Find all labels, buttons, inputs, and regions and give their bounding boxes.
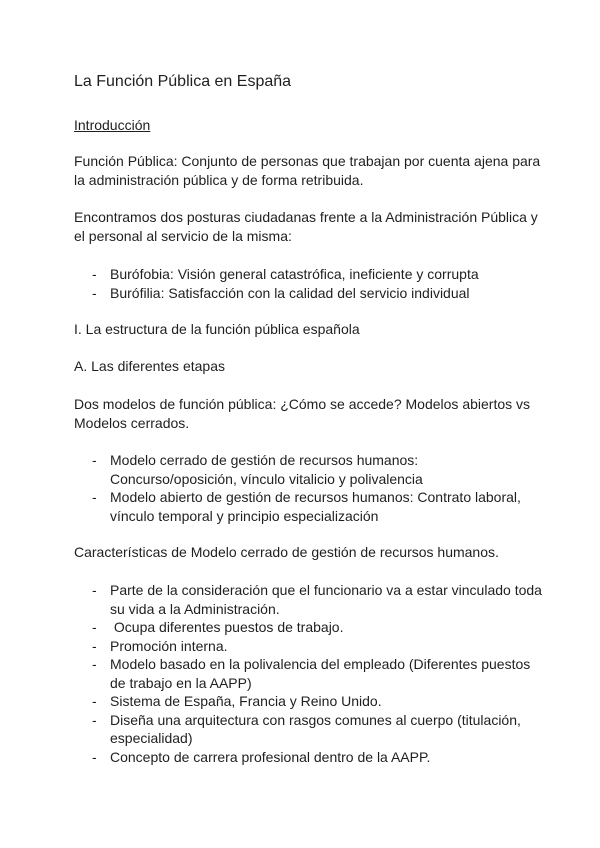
list-item-text: Ocupa diferentes puestos de trabajo. — [110, 619, 344, 635]
list-item-text: Modelo basado en la polivalencia del empleado (Diferentes puestos de trabajo en la AAPP) — [110, 656, 531, 691]
section-a-heading: A. Las diferentes etapas — [74, 358, 225, 374]
list-item — [92, 692, 542, 711]
list-item — [92, 618, 542, 637]
bullet-dash: - — [92, 637, 97, 654]
list-item-text: Burófobia: Visión general catastrófica, ineficiente y corrupta — [110, 266, 479, 282]
bullet-dash: - — [92, 284, 97, 301]
list-item-text: Diseña una arquitectura con rasgos comunes al cuerpo (titulación, especialidad) — [110, 711, 521, 746]
bullet-dash: - — [92, 711, 97, 728]
list-item-text: Modelo abierto de gestión de recursos humanos: Contrato laboral, vínculo temporal y principio especialización — [110, 489, 521, 524]
list-item-text: Parte de la consideración que el funcionario va a estar vinculado toda su vida a la Administración. — [110, 582, 542, 617]
closed-model-heading: Características de Modelo cerrado de gestión de recursos humanos. — [74, 544, 499, 560]
list-item-text: Concepto de carrera profesional dentro de la AAPP. — [110, 748, 431, 765]
list-item-text: Sistema de España, Francia y Reino Unido. — [110, 693, 382, 709]
list-item — [92, 488, 542, 525]
bullet-dash: - — [92, 582, 97, 598]
postures-intro-paragraph: Encontramos dos posturas ciudadanas frente a la Administración Pública y el personal al servicio de la misma: — [74, 209, 538, 244]
intro-heading: Introducción — [74, 117, 151, 133]
list-item — [92, 451, 542, 488]
list-item — [92, 748, 542, 767]
closed-model-traits-list — [92, 581, 542, 766]
bullet-dash: - — [92, 452, 97, 468]
list-item-text: Burófilia: Satisfacción con la calidad del servicio individual — [110, 284, 470, 301]
section-1-heading: I. La estructura de la función pública española — [74, 321, 360, 337]
bullet-dash: - — [92, 619, 97, 635]
list-item-text: Promoción interna. — [110, 637, 228, 654]
list-item — [92, 265, 542, 284]
list-item — [92, 284, 542, 303]
list-item — [92, 711, 542, 748]
definition-paragraph: Función Pública: Conjunto de personas que trabajan por cuenta ajena para la administración pública y de forma retribuida. — [74, 153, 541, 188]
list-item — [92, 581, 542, 618]
bullet-dash: - — [92, 266, 97, 282]
bullet-dash: - — [92, 693, 97, 709]
postures-list — [92, 265, 542, 302]
list-item — [92, 637, 542, 656]
models-list — [92, 451, 542, 525]
document-title: La Función Pública en España — [74, 73, 292, 90]
models-intro-paragraph: Dos modelos de función pública: ¿Cómo se accede? Modelos abiertos vs Modelos cerrados. — [74, 396, 531, 431]
bullet-dash: - — [92, 748, 97, 765]
bullet-dash: - — [92, 656, 97, 672]
list-item-text: Modelo cerrado de gestión de recursos humanos: Concurso/oposición, vínculo vitalicio y polivalencia — [110, 452, 423, 487]
bullet-dash: - — [92, 489, 97, 505]
list-item — [92, 655, 542, 692]
